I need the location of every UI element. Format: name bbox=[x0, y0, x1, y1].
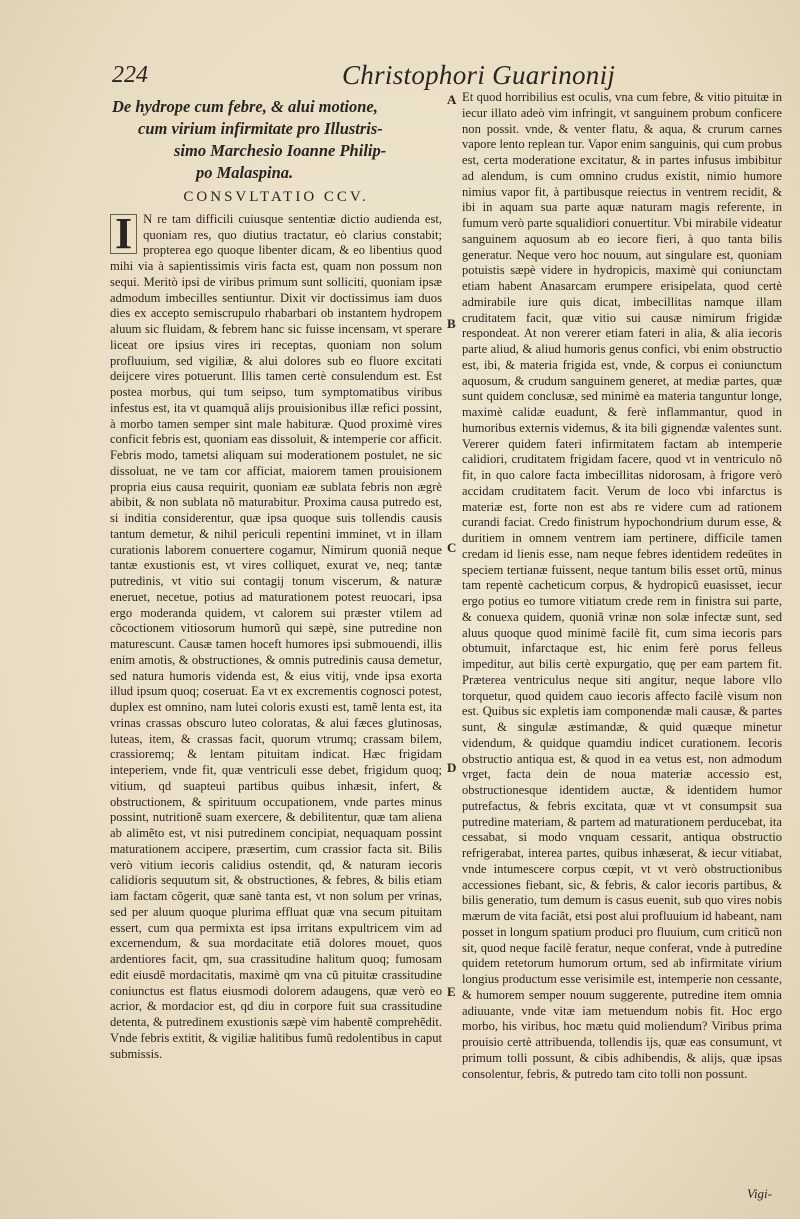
margin-marker-a: A bbox=[447, 92, 457, 107]
catchword: Vigi- bbox=[746, 1186, 772, 1201]
right-column bbox=[462, 90, 782, 1082]
consultation-title bbox=[112, 96, 442, 184]
margin-marker-d: D bbox=[447, 760, 457, 775]
title-line: simo Marchesio Ioanne Philip- bbox=[174, 141, 387, 160]
consultatio-heading: CONSVLTATIO CCV. bbox=[183, 189, 369, 205]
title-line: cum virium infirmitate pro Illustris- bbox=[138, 119, 383, 138]
drop-cap: I bbox=[110, 214, 137, 254]
margin-marker-e: E bbox=[447, 984, 456, 999]
running-head: Christophori Guarinonij bbox=[342, 60, 616, 90]
left-body-text: N re tam difficili cuiusque sententiæ dictio audienda est, quoniam res, quo diutius tractatur, eò clarius constabit; propterea ego quoque libenter dicam, & eo libentius quod mihi via à sapientissimis viris facta est, quam non possum non sequi. Meritò ipsi de viribus primum sunt solliciti, quoniam ipsæ admodum imbecilles sentiuntur. Dixit vir doctissimus iam duos dies ex accepto semiscrupulo rhabarbari ob instantem hydropem aluum sic fluidam, & febrem hanc sic fuisse incensam, vt sperare liceat ore ipsius vires iri receptas, quoniam non solum profluuium, sed vigiliæ, & alui dolores sub eo fluore excitati deijcere vires potuerunt. Illis tamen certè consulendum est. Est postea morbus, qui tum seipso, tum symptomatibus viribus infestus est, ita vt quamquã alijs prouisionibus illæ refici possint, à morbo tamen semper sint male habituræ. Quod proximè vires conficit febris est, quoniam eas dissoluit, & intemperie cor afficit. Febris modo, tametsi aliquam sui moderationem postulet, ne sic dissoluat, ne ve tam cor afficiat, maiorem tamen prouisionem propria eius causa requirit, quoniam eæ sublata febris non ægrè abibit, & non sublata nõ maturabitur. Proxima causa putredo est, si inditia considerentur, quæ ipsa quoque suis tollendis causis tantum demetur, & nihil periculi repentini imminet, vt in illam curationis laborem conuertere cogamur, Nimirum quoniã neque tantæ exustionis est, vt vires colliquet, exurat ve, neq; tantæ putredinis, vt vitio sui contagij tonum viscerum, & naturæ eneruet, necetue, potius ad maturationem potest reuocari, ipsa ergo moderanda quidem, vt calorem sui præster vtilem ad cõcoctionem vitiosorum humorũ qui sæpè, sine putredine non maturescunt. Causæ tamen hoceft humores ipsi submouendi, illis enim amotis, & obstructiones, & omnis putredinis causa demetur, sed natura humoris videnda est, & eius vitij, vnde ipsa exorta illud ipsum quoq; coseruat. Ea vt ex excrementis cognosci potest, duplex est omnino, nam lutei coloris exusti est, tamẽ lenta est, ita vrinas crassas obscuro luteo coloratas, & alui fæces glutinosas, luteas, item, & crassas facit, quorum vtrumq; crassam bilem, crassioremq; & lentam pituitam indicat. Hæc frigidam inteperiem, vnde fit, quæ ventriculi esse debet, frigidum quoq; vitium, qd suapteui partibus quibus inhæsit, infert, & obstructionem, & spirituum occupationem, vnde partes minus possint, nutritionẽ suam exercere, & debilitentur, quæ tam aliena ab alimẽto est, vt nisi putredinem concipiat, nequaquam possint maturationem accipere, præsertim, cum crassior facta sit. Bilis verò vitium iecoris calidius ostendit, qd, & naturam iecoris calidioris sequutum sit, & obstructiones, & febres, & bilis etiam iam factam cõgerit, quæ sanè tanta est, vt non solum per vrinas, sed per aluum quoque plurima effluat quæ vna secum pituitam essert, cum qua permixta est ipsa irritans expultricem vim ad excernendum, & sua mordacitate etiã dolores mouet, quos ardentiores facit, qm, sua crassitudine halitum quoq; fumosam edit eiusdẽ mordacitatis, maximè qm vna cũ pituitæ crassitudine coniunctus est flatus eiusmodi dolorem adaugens, quæ verò eo acrior, & mordacior est, qd diu in corpore fuit sua crassitudine detenta, & putredinem exustionis sæpè vim habentẽ comprehẽdit. Vnde febris extitit, & vigiliæ halitibus fumũ redolentibus in caput submissis. bbox=[110, 211, 442, 1061]
title-line: po Malaspina. bbox=[196, 163, 294, 182]
page-number: 224 bbox=[112, 62, 148, 88]
right-body-text: Et quod horribilius est oculis, vna cum febre, & vitio pituitæ in iecur illato adeò vim infringit, vt sanguinem probum conficere non possit. vnde, & venter flatu, & aqua, & crurum carnes vapore lento replean tur. Vapor enim sanguinis, qui cum probus est, certa moderatione excitatur, & in partes infusus imbibitur ad alendum, is cum omnino crudus existit, nimio humore nimius vapor fit, à partibusque reiectus in ventrem recidit, & ibi in aquam sua parte aquæ naturam magis referente, in fumum verò parte squalidiori conuertitur. Vbi mirabile videatur sanguinem aquosum ab eo iecore fieri, à quo tanta bilis generatur. Neque vero hoc nouum, aut singulare est, quoniam potuistis sæpè videre in hydropicis, maximè qui coniunctam etiam habent Anasarcam erumpere erisipelata, quod certè admirabile iure quis dicat, imbecillitas namque illam cruditatem facit, quæ vitio sui causæ nimirum frigidæ respondeat. At non vererer etiam fateri in alia, & alia iecoris parte aliud, & aliud humoris genus confici, vbi enim obstructio est, ibi, & materia frigida est, vnde, & corpus ei coniunctum aquosum, & crudum sanguinem generet, at mediæ partes, quæ sunt quidem conclusæ, sed minimè ea materia tanguntur longe, maximè calidæ euadunt, & ferè inflammantur, quod in humoribus externis videmus, & ita bili gignendæ valentes sunt. Vererer quidem fateri infirmitatem factam ab intemperie calidiori, cruditatem frigidam facere, quod vt in ventriculo nõ fit, in quo calore facta imbecillitas nidorosam, à frigore verò accidam cruditatem facit. Verum de loco vbi infarctus is materiæ est, forte non est abs re videre cum ad rationem curandi faciat. Credo finistrum hypochondrium durum esse, & duritiem in omnem ventrem iam pertinere, difficile tamen credam id lienis esse, nam neque febres identidem redeūtes in speciem tertianæ fuissent, neque tantum bilis esset ortũ, minus tam repentè cacheticum corpus, & hydropicũ euasisset, iecur ergo potius eo tumore vitiatum crede rem in finistra sui parte, & conuexa quidem, quoniã vrinæ non solæ infectæ sunt, sed aluus quoque quod minimè facilè fit, cum sima iecoris pars obtumuit, infarctaque est, hic enim ferè porus felleus impeditur, aut bilis certè expurgatio, quę per eam partem fit. Præterea ventriculus neque siti angitur, neque labore vllo torquetur, quod quidem cauo iecoris affecto facilè visum non est. Quibus sic expletis iam componendæ mali causæ, & partes sunt, & singulæ æstimandæ, & quid quæque minetur videndum, & quidque quamdiu indicet curationem. Iecoris obstructio antiqua est, & quod in ea vetus est, non admodum vrget, facta dein de noua materiæ accessio est, obstructionesque identidem auctæ, & identidem humor putrefactus, & febris excitata, quæ vt vt consumpsit sua putredine materiam, & partem ad maturationem perducebat, ita cessabat, si modo vnquam cessarit, antiqua obstructio refrigerabat, interea partes, quibus inhæserat, & iecur vitiabat, vnde intumescere corpus cœpit, vt vt verò obstructionibus accessiones fiebant, sic, & febris, & calor iecoris partibus, & bilis generatio, tum demum is casus euenit, sub quo vires nobis mærum de vita faciãt, etsi post alui profluuium id habeant, nam posset in longum spatium produci pro fluuium, cum criticũ non sit, quod neque facilè feratur, neque conferat, vnde à putredine quidem retetorum humorum ortum, sed ab infirmitate virium longius productum esse verisimile est, intemperie non cessante, & humorem semper nouum suggerente, putredine item omnia adiuuante, vnde vitæ iam metuendum nobis fit. Hoc ergo morbo, his viribus, hoc mætu quid moliendum? Viribus prima prouisio certè attribuenda, tollendis ijs, quæ eas consumunt, vt primum tolli possunt, & cibis adhibendis, & alijs, quæ ipsas consolentur, febris, & putredo tam cito tolli non possunt. bbox=[462, 90, 783, 1081]
left-column bbox=[110, 96, 442, 1062]
title-line: De hydrope cum febre, & alui motione, bbox=[112, 97, 378, 116]
right-body bbox=[462, 90, 782, 1082]
left-body bbox=[110, 208, 442, 1063]
margin-marker-b: B bbox=[447, 316, 456, 331]
margin-marker-c: C bbox=[447, 540, 457, 555]
